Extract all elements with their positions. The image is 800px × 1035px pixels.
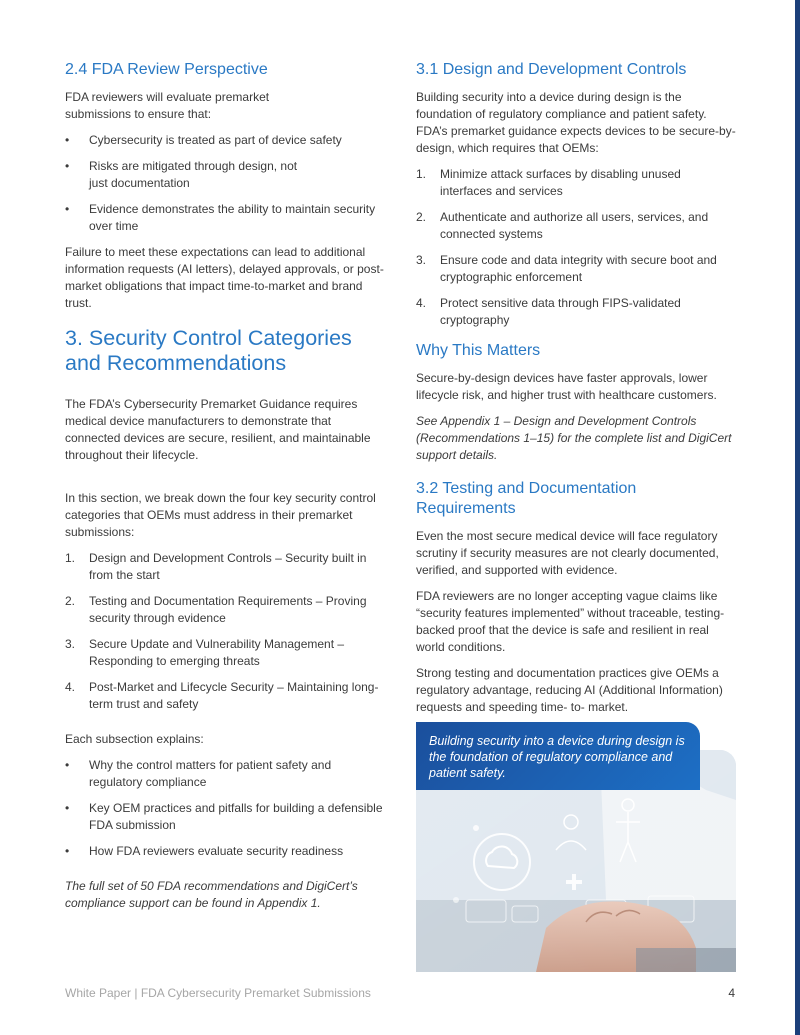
appendix-note: The full set of 50 FDA recommendations and DigiCert’s compliance support can be found in Appendix 1. (65, 879, 358, 910)
design-intro: Building security into a device during design is the foundation of regulatory compliance and patient safety. FDA’s premarket guidance expects devices to be secure-by-design, which requires that OEMs: (416, 90, 736, 155)
why-text: Secure-by-design devices have faster approvals, lower lifecycle risk, and higher trust with healthcare customers. (416, 371, 717, 402)
page-edge-stripe (795, 0, 800, 1035)
section-breakdown: In this section, we break down the four key security control categories that OEMs must address in their premarket submissions: (65, 491, 376, 539)
list-item: • Key OEM practices and pitfalls for building a defensible FDA submission (65, 801, 383, 832)
explains-intro: Each subsection explains: (65, 732, 204, 746)
callout-quote: Building security into a device during design is the foundation of regulatory compliance and patient safety. (416, 722, 700, 790)
design-list (416, 166, 736, 329)
section-heading: 3. Security Control Categories and Recommendations (65, 326, 352, 375)
list-item: • Why the control matters for patient safety and regulatory compliance (65, 758, 332, 789)
section-intro: The FDA’s Cybersecurity Premarket Guidance requires medical device manufacturers to demonstrate that connected devices are secure, resilient, and maintainable throughout their lifecycle. (65, 397, 371, 462)
list-item: 3. Secure Update and Vulnerability Management – Responding to emerging threats (65, 637, 345, 668)
testing-paragraph-2: FDA reviewers are no longer accepting vague claims like “security features implemented” without traceable, testing-backed proof that the device is safe and resilient in real world conditions. (416, 589, 725, 654)
category-list (65, 550, 385, 713)
design-heading: 3.1 Design and Development Controls (416, 61, 687, 78)
list-item: 1. Minimize attack surfaces by disabling unused interfaces and services (416, 167, 681, 198)
right-column (416, 60, 736, 725)
list-item: • Risks are mitigated through design, not just documentation (65, 159, 298, 190)
list-item: 2. Authenticate and authorize all users, services, and connected systems (416, 210, 709, 241)
list-item: • Evidence demonstrates the ability to maintain security over time (65, 202, 376, 233)
review-failure-text: Failure to meet these expectations can lead to additional information requests (AI letters), delayed approvals, or post-market obligations that impact time-to-market and brand trust. (65, 245, 384, 310)
why-heading: Why This Matters (416, 342, 541, 359)
page-footer (65, 985, 735, 1001)
list-item: 1. Design and Development Controls – Security built in from the start (65, 551, 367, 582)
explains-bullet-list (65, 757, 385, 860)
callout (416, 722, 736, 972)
testing-paragraph-3: Strong testing and documentation practices give OEMs a regulatory advantage, reducing AI (Additional Information) requests and speeding time- to- market. (416, 666, 723, 714)
testing-paragraph-1: Even the most secure medical device will face regulatory scrutiny if security measures are not clearly documented, verified, and supported with evidence. (416, 529, 719, 577)
why-appendix-note: See Appendix 1 – Design and Development Controls (Recommendations 1–15) for the complete list and DigiCert support details. (416, 414, 732, 462)
list-item: 4. Post-Market and Lifecycle Security – Maintaining long-term trust and safety (65, 680, 379, 711)
list-item: • Cybersecurity is treated as part of device safety (65, 133, 342, 147)
list-item: • How FDA reviewers evaluate security readiness (65, 844, 344, 858)
review-intro: FDA reviewers will evaluate premarket submissions to ensure that: (65, 90, 270, 121)
list-item: 2. Testing and Documentation Requirements – Proving security through evidence (65, 594, 367, 625)
review-bullet-list (65, 132, 385, 235)
list-item: 3. Ensure code and data integrity with secure boot and cryptographic enforcement (416, 253, 717, 284)
footer-title: White Paper | FDA Cybersecurity Premarket Submissions (65, 986, 371, 1000)
left-column (65, 60, 385, 921)
review-heading: 2.4 FDA Review Perspective (65, 61, 268, 78)
testing-heading: 3.2 Testing and Documentation Requirements (416, 480, 637, 517)
page-number: 4 (728, 986, 735, 1000)
list-item: 4. Protect sensitive data through FIPS-validated cryptography (416, 296, 681, 327)
